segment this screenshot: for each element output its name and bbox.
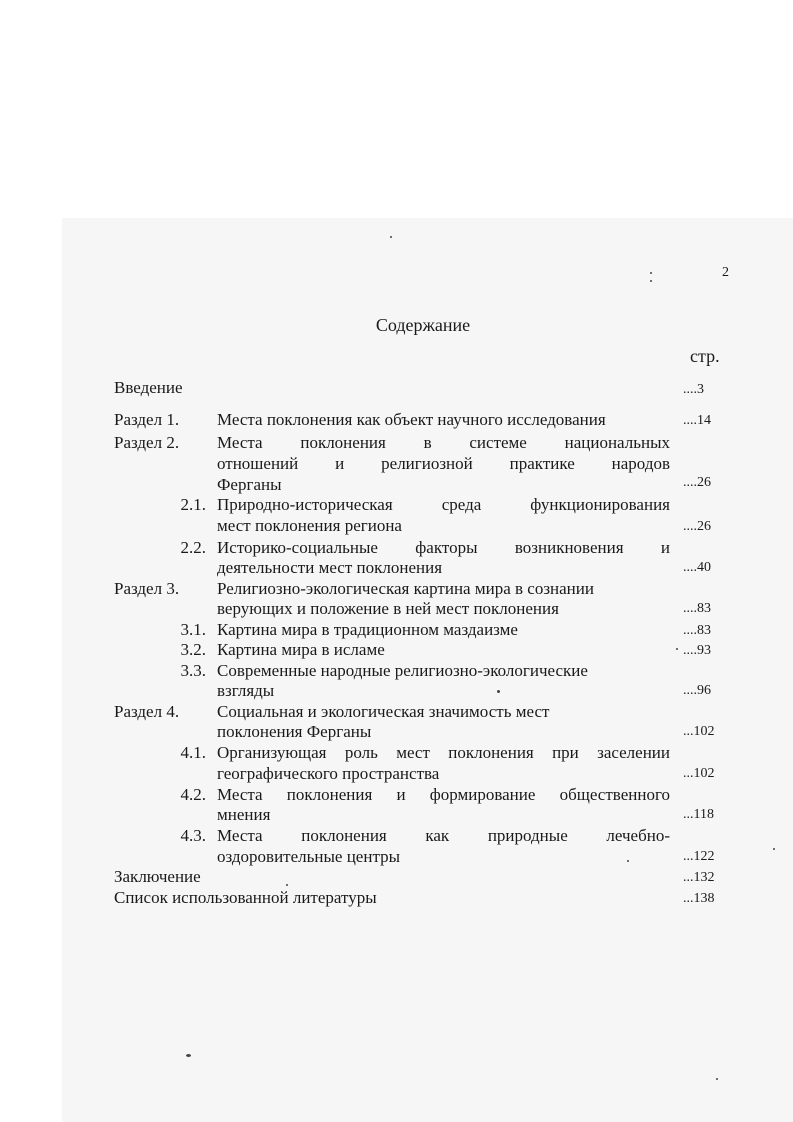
scan-speck bbox=[497, 690, 500, 693]
toc-entry-text-line: отношений и религиозной практике народов bbox=[217, 454, 670, 473]
toc-entry-text: Список использованной литературы bbox=[114, 888, 377, 907]
toc-entry-label: 4.2. bbox=[180, 785, 206, 804]
toc-entry-page: ....14 bbox=[683, 413, 711, 428]
toc-entry-label: Раздел 3. bbox=[114, 579, 180, 598]
toc-entry-text-line: Современные народные религиозно-экологические bbox=[217, 661, 588, 680]
toc-entry-text-line: мест поклонения региона bbox=[217, 516, 402, 535]
scan-speck bbox=[286, 884, 288, 886]
toc-entry-text-line: Места поклонения в системе национальных bbox=[217, 433, 670, 452]
toc-entry-label: Раздел 2. bbox=[114, 433, 180, 452]
toc-entry-page: ...122 bbox=[683, 849, 715, 864]
page-title: Содержание bbox=[375, 315, 471, 335]
toc-entry-text-line: деятельности мест поклонения bbox=[217, 558, 443, 577]
toc-entry-text: Места поклонения как объект научного исследования bbox=[217, 410, 606, 429]
toc-entry-text: Картина мира в исламе bbox=[217, 640, 385, 659]
toc-entry-text-line: мнения bbox=[217, 805, 271, 824]
toc-entry-text-line: поклонения Ферганы bbox=[217, 722, 372, 741]
toc-entry-label: 4.3. bbox=[180, 826, 206, 845]
toc-entry-page: ....83 bbox=[683, 623, 711, 638]
toc-entry-text: Заключение bbox=[114, 867, 201, 886]
page-column-label: стр. bbox=[690, 346, 720, 366]
toc-entry-page: ....96 bbox=[683, 683, 711, 698]
toc-entry-text-line: взгляды bbox=[217, 681, 275, 700]
toc-entry-text-line: Места поклонения как природные лечебно- bbox=[217, 826, 670, 845]
scan-speck bbox=[650, 280, 652, 282]
toc-entry-text-line: Историко-социальные факторы возникновения и bbox=[217, 538, 670, 557]
toc-entry-page: ....3 bbox=[683, 382, 704, 397]
toc-entry-page: ...132 bbox=[683, 870, 715, 885]
toc-entry-text-line: Организующая роль мест поклонения при заселении bbox=[217, 743, 670, 762]
scan-speck bbox=[627, 860, 629, 862]
scan-speck bbox=[650, 272, 652, 274]
toc-entry-page: ...138 bbox=[683, 891, 715, 906]
toc-entry-text-line: Природно-историческая среда функционирования bbox=[217, 495, 670, 514]
toc-entry-page: ....93 bbox=[683, 643, 711, 658]
scan-speck bbox=[773, 848, 775, 850]
scan-speck bbox=[716, 1078, 718, 1080]
toc-entry-page: ....40 bbox=[683, 560, 711, 575]
toc-entry-text-line: верующих и положение в ней мест поклонения bbox=[217, 599, 559, 618]
toc-entry-label: 3.1. bbox=[180, 620, 206, 639]
toc-entry-text-line: оздоровительные центры bbox=[217, 847, 401, 866]
toc-entry-text-line: Религиозно-экологическая картина мира в сознании bbox=[217, 579, 594, 598]
toc-entry-label: 2.2. bbox=[180, 538, 206, 557]
toc-entry-label: 3.2. bbox=[180, 640, 206, 659]
toc-entry-text-line: Социальная и экологическая значимость мест bbox=[217, 702, 550, 721]
toc-entry-label: 4.1. bbox=[180, 743, 206, 762]
toc-entry-label: Раздел 1. bbox=[114, 410, 180, 429]
scan-speck bbox=[186, 1054, 191, 1057]
toc-entry-page: ....26 bbox=[683, 475, 711, 490]
toc-entry-text-line: Ферганы bbox=[217, 475, 282, 494]
toc-entry-page: ....83 bbox=[683, 601, 711, 616]
toc-entry-label: Раздел 4. bbox=[114, 702, 180, 721]
toc-entry-text-line: географического пространства bbox=[217, 764, 440, 783]
toc-entry-text: Введение bbox=[114, 378, 183, 397]
toc-entry-page: ...118 bbox=[683, 807, 714, 822]
toc-entry-page: ...102 bbox=[683, 724, 715, 739]
toc-entry-page: ....26 bbox=[683, 519, 711, 534]
toc-entry-text: Картина мира в традиционном маздаизме bbox=[217, 620, 518, 639]
page-number: 2 bbox=[722, 265, 729, 280]
toc-entry-text-line: Места поклонения и формирование общественного bbox=[217, 785, 670, 804]
scan-speck bbox=[676, 648, 678, 650]
toc-entry-page: ...102 bbox=[683, 766, 715, 781]
scan-speck bbox=[390, 236, 392, 238]
toc-entry-label: 2.1. bbox=[180, 495, 206, 514]
toc-entry-label: 3.3. bbox=[180, 661, 206, 680]
